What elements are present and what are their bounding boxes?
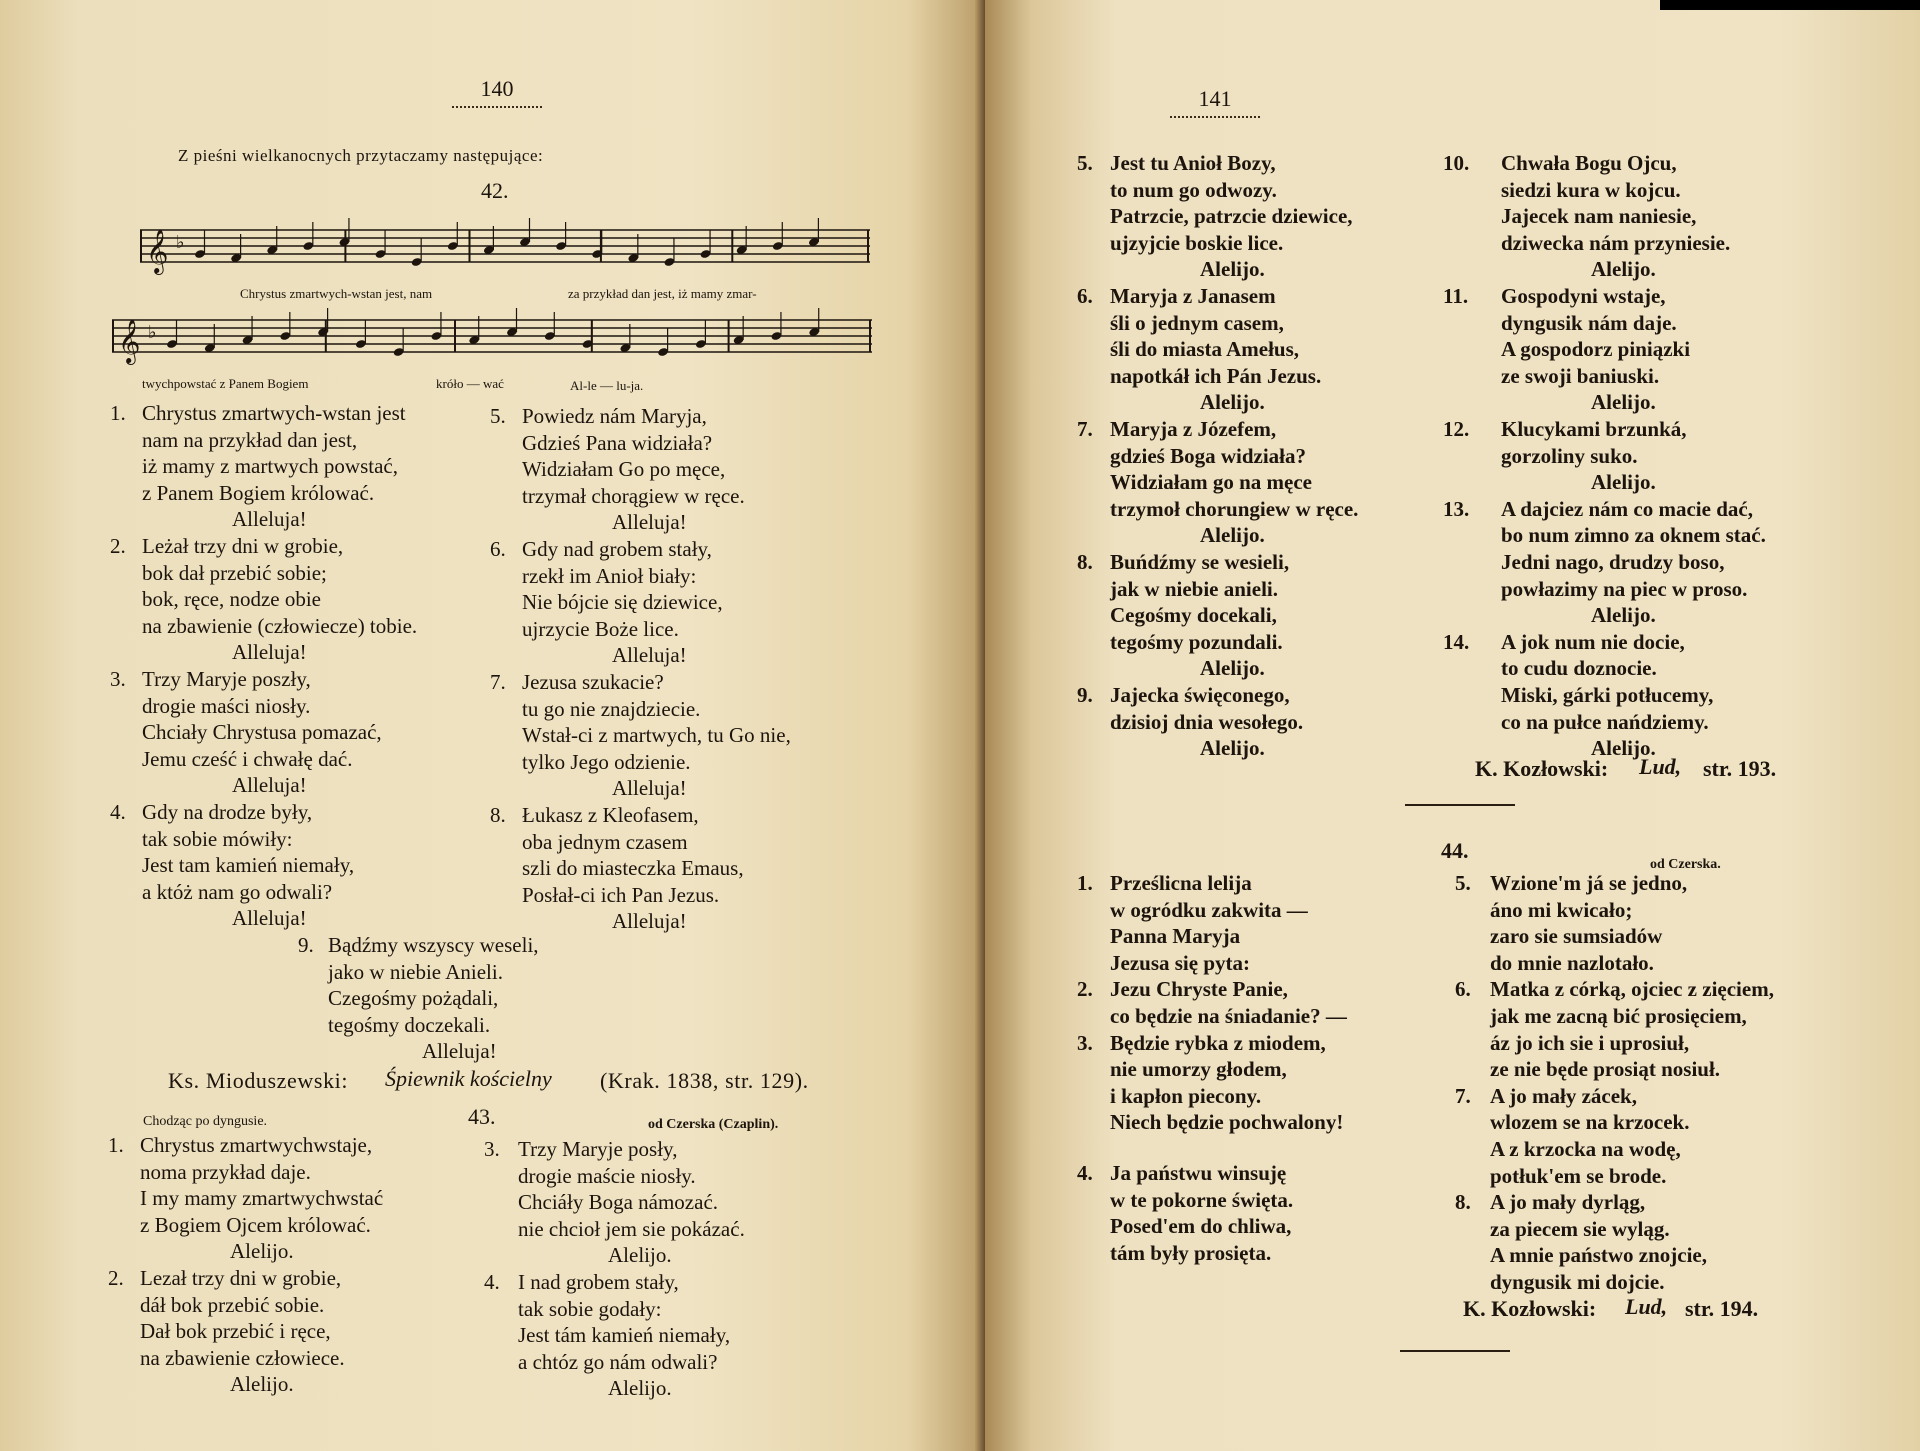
page-number: 141 bbox=[1155, 86, 1275, 118]
verse-number: 1. bbox=[108, 1133, 124, 1157]
verse-line: bo num zimno za oknem stać. bbox=[1501, 523, 1766, 548]
verse-line: ujrzycie Boże lice. bbox=[522, 616, 679, 641]
verse-line: Trzy Maryje poszły, bbox=[142, 667, 311, 691]
verse-line: rzekł im Anioł biały: bbox=[522, 563, 697, 588]
verse-line: a chtóz go nám odwali? bbox=[518, 1349, 718, 1374]
verse-line: Powiedz nám Maryja, bbox=[522, 404, 707, 428]
verse-line: potłuk'em se brode. bbox=[1490, 1163, 1667, 1188]
refrain-line: Alelijo. bbox=[1200, 656, 1265, 681]
verse-line: za piecem sie wyląg. bbox=[1490, 1216, 1670, 1241]
verse-number: 3. bbox=[484, 1137, 500, 1161]
verse-line: I nad grobem stały, bbox=[518, 1270, 679, 1294]
verse-line: Chciáły Boga námozać. bbox=[518, 1190, 719, 1215]
verse-line: iż mamy z martwych powstać, bbox=[142, 454, 398, 479]
song-note: od Czerska. bbox=[1650, 857, 1721, 872]
verse-number: 7. bbox=[1077, 417, 1093, 441]
verse-number: 1. bbox=[110, 401, 126, 425]
verse-line: Jest tám kamień niemały, bbox=[518, 1323, 731, 1348]
verse-line: w te pokorne święta. bbox=[1110, 1187, 1294, 1212]
verse-number: 7. bbox=[1455, 1083, 1471, 1108]
verse-line: powłazimy na piec w proso. bbox=[1501, 576, 1748, 601]
verse-line: jak me zacną bić prosięciem, bbox=[1490, 1004, 1747, 1028]
verse-line: dyngusik nám daje. bbox=[1501, 310, 1677, 335]
verse-line: gdzieś Boga widziała? bbox=[1110, 443, 1307, 468]
page-number-rule bbox=[452, 104, 542, 108]
verse-line: nie umorzy głodem, bbox=[1110, 1057, 1287, 1082]
verse-line: Buńdźmy se wesieli, bbox=[1110, 550, 1290, 574]
verse-line: A jok num nie docie, bbox=[1501, 629, 1685, 654]
verse-line: na zbawienie (człowiecze) tobie. bbox=[142, 613, 418, 638]
source-author: K. Kozłowski: bbox=[1475, 756, 1609, 781]
verse-line: gorzoliny suko. bbox=[1501, 443, 1638, 468]
verse-number: 12. bbox=[1443, 417, 1470, 441]
refrain-line: Alelijo. bbox=[230, 1372, 294, 1397]
verse-number: 1. bbox=[1077, 871, 1093, 895]
verse-line: na zbawienie człowiece. bbox=[140, 1345, 345, 1370]
source-title: Lud, bbox=[1625, 1294, 1668, 1319]
verse-line: trzymoł chorungiew w ręce. bbox=[1110, 496, 1359, 521]
verse-number: 3. bbox=[110, 667, 126, 691]
verse-line: Jest tam kamień niemały, bbox=[142, 853, 355, 878]
verse-line: trzymał chorągiew w ręce. bbox=[522, 483, 745, 508]
verse-line: tu go nie znajdziecie. bbox=[522, 696, 701, 721]
verse-line: co będzie na śniadanie? — bbox=[1110, 1004, 1347, 1028]
verse-line: drogie maście niosły. bbox=[518, 1163, 696, 1188]
verse-line: A gospodorz piniązki bbox=[1501, 337, 1691, 362]
verse-line: A z krzocka na wodę, bbox=[1490, 1137, 1681, 1161]
verse-line: Jajecek nam naniesie, bbox=[1501, 204, 1697, 229]
verse-number: 2. bbox=[110, 534, 126, 558]
verse-line: a któż nam go odwali? bbox=[142, 879, 333, 904]
verse-number: 6. bbox=[1455, 977, 1471, 1002]
verse-line: śli do miasta Amełus, bbox=[1110, 337, 1300, 362]
svg-text:𝄞: 𝄞 bbox=[146, 229, 169, 273]
verse-line: w ogródku zakwita — bbox=[1110, 897, 1308, 922]
staff-lyrics: za przykład dan jest, iż mamy zmar- bbox=[568, 286, 757, 301]
verse-line: A jo mały zácek, bbox=[1490, 1083, 1637, 1108]
music-staff-1 bbox=[140, 216, 870, 286]
verse-line: siedzi kura w kojcu. bbox=[1501, 177, 1681, 202]
music-staff-2 bbox=[112, 306, 872, 376]
verse-line: Leżał trzy dni w grobie, bbox=[142, 534, 344, 558]
verse-line: Jest tu Anioł Bozy, bbox=[1110, 151, 1276, 175]
refrain-line: Alleluja! bbox=[232, 507, 307, 532]
refrain-line: Alleluja! bbox=[612, 643, 687, 668]
verse-line: dziwecka nám przyniesie. bbox=[1501, 230, 1731, 255]
refrain-line: Alleluja! bbox=[612, 776, 687, 801]
verse-line: áno mi kwicało; bbox=[1490, 897, 1633, 922]
verse-line: Maryja z Józefem, bbox=[1110, 417, 1277, 441]
verse-line: Gospodyni wstaje, bbox=[1501, 284, 1666, 308]
source-author: K. Kozłowski: bbox=[1463, 1296, 1597, 1321]
separator-rule bbox=[1400, 1350, 1510, 1352]
verse-line: to num go odwozy. bbox=[1110, 177, 1277, 202]
verse-line: Posed'em do chliwa, bbox=[1110, 1214, 1292, 1239]
verse-line: z Bogiem Ojcem królować. bbox=[140, 1212, 371, 1237]
verse-number: 2. bbox=[1077, 977, 1093, 1002]
verse-line: Jajecka święconego, bbox=[1110, 683, 1290, 707]
verse-line: Chrystus zmartwych-wstan jest bbox=[142, 401, 406, 425]
refrain-line: Alelijo. bbox=[1591, 470, 1656, 495]
verse-line: szli do miasteczka Emaus, bbox=[522, 856, 744, 881]
svg-text:♭: ♭ bbox=[148, 322, 157, 342]
verse-line: ze swoji baniuski. bbox=[1501, 363, 1660, 388]
verse-number: 4. bbox=[110, 800, 126, 824]
verse-line: Ja państwu winsuję bbox=[1110, 1160, 1287, 1185]
verse-line: Gdzieś Pana widziała? bbox=[522, 430, 713, 455]
svg-text:♭: ♭ bbox=[176, 232, 185, 252]
verse-number: 4. bbox=[484, 1270, 500, 1294]
song-note: od Czerska (Czaplin). bbox=[648, 1117, 779, 1132]
verse-line: I my mamy zmartwychwstać bbox=[140, 1186, 384, 1211]
song-note: Chodząc po dyngusie. bbox=[143, 1114, 268, 1129]
verse-line: Jedni nago, drudzy boso, bbox=[1501, 550, 1725, 574]
verse-line: i kapłon piecony. bbox=[1110, 1083, 1262, 1108]
refrain-line: Alleluja! bbox=[612, 909, 687, 934]
verse-number: 14. bbox=[1443, 629, 1470, 654]
verse-line: áz jo ich sie i uprosiuł, bbox=[1490, 1030, 1690, 1055]
source-title: Śpiewnik kościelny bbox=[385, 1066, 552, 1091]
verse-line: Lezał trzy dni w grobie, bbox=[140, 1266, 342, 1290]
verse-line: Jezusa szukacie? bbox=[522, 670, 664, 694]
verse-line: Łukasz z Kleofasem, bbox=[522, 803, 699, 827]
verse-line: zaro sie sumsiadów bbox=[1490, 924, 1663, 949]
verse-line: wlozem se na krzocek. bbox=[1490, 1110, 1690, 1135]
verse-line: ujzyjcie boskie lice. bbox=[1110, 230, 1284, 255]
verse-number: 13. bbox=[1443, 496, 1470, 521]
verse-number: 9. bbox=[298, 933, 314, 957]
verse-number: 5. bbox=[490, 404, 506, 428]
verse-line: ze nie będe prosiąt nosiuł. bbox=[1490, 1057, 1721, 1082]
verse-line: Jemu cześć i chwałę dać. bbox=[142, 746, 353, 771]
verse-line: noma przykład daje. bbox=[140, 1159, 311, 1184]
verse-number: 6. bbox=[1077, 284, 1093, 308]
staff-lyrics: Chrystus zmartwych-wstan jest, nam bbox=[240, 286, 433, 301]
verse-line: bok dał przebić sobie; bbox=[142, 560, 327, 585]
verse-line: z Panem Bogiem królować. bbox=[142, 480, 375, 505]
page-number-rule bbox=[1170, 114, 1260, 118]
verse-line: tegośmy doczekali. bbox=[328, 1012, 491, 1037]
verse-number: 8. bbox=[1077, 550, 1093, 574]
verse-line: Klucykami brzunká, bbox=[1501, 417, 1687, 441]
verse-line: tegośmy pozundali. bbox=[1110, 629, 1283, 654]
verse-line: Chwała Bogu Ojcu, bbox=[1501, 151, 1677, 175]
verse-line: A dajciez nám co macie dać, bbox=[1501, 496, 1753, 521]
verse-line: Widziałam go na męce bbox=[1110, 470, 1313, 495]
staff-lyrics: króło — wać bbox=[436, 376, 504, 391]
verse-line: do mnie nazlotało. bbox=[1490, 950, 1654, 975]
verse-number: 5. bbox=[1077, 151, 1093, 175]
intro-text: Z pieśni wielkanocnych przytaczamy następujące: bbox=[178, 146, 544, 165]
refrain-line: Alleluja! bbox=[422, 1039, 497, 1064]
refrain-line: Alelijo. bbox=[1200, 390, 1265, 415]
refrain-line: Alelijo. bbox=[1591, 736, 1656, 761]
verse-number: 7. bbox=[490, 670, 506, 694]
verse-line: Cegośmy docekali, bbox=[1110, 603, 1277, 628]
verse-line: Gdy nad grobem stały, bbox=[522, 537, 712, 561]
refrain-line: Alelijo. bbox=[1591, 390, 1656, 415]
staff-lyrics: Al-le — lu-ja. bbox=[570, 378, 644, 393]
verse-line: Prześlicna lelija bbox=[1110, 871, 1252, 895]
verse-line: Wzione'm já se jedno, bbox=[1490, 871, 1688, 895]
svg-text:𝄞: 𝄞 bbox=[118, 319, 141, 363]
verse-line: Niech będzie pochwalony! bbox=[1110, 1110, 1344, 1135]
verse-line: Czegośmy pożądali, bbox=[328, 986, 499, 1011]
verse-line: nam na przykład dan jest, bbox=[142, 427, 358, 452]
page-number: 140 bbox=[437, 76, 557, 108]
verse-number: 4. bbox=[1077, 1160, 1093, 1185]
verse-line: śli o jednym casem, bbox=[1110, 310, 1284, 335]
verse-line: napotkáł ich Pán Jezus. bbox=[1110, 363, 1322, 388]
refrain-line: Alelijo. bbox=[1200, 523, 1265, 548]
source-title: Lud, bbox=[1639, 754, 1682, 779]
source-ref: str. 193. bbox=[1703, 756, 1777, 781]
verse-line: Jezu Chryste Panie, bbox=[1110, 977, 1288, 1002]
verse-number: 11. bbox=[1443, 284, 1469, 308]
verse-line: Nie bójcie się dziewice, bbox=[522, 590, 723, 615]
verse-line: Maryja z Janasem bbox=[1110, 284, 1276, 308]
verse-number: 6. bbox=[490, 537, 506, 561]
verse-line: Wstał-ci z martwych, tu Go nie, bbox=[522, 723, 791, 748]
verse-number: 10. bbox=[1443, 151, 1470, 175]
verse-number: 2. bbox=[108, 1266, 124, 1290]
verse-line: Chciały Chrystusa pomazać, bbox=[142, 720, 382, 745]
verse-number: 8. bbox=[490, 803, 506, 827]
verse-line: drogie maści niosły. bbox=[142, 693, 311, 718]
verse-line: Dał bok przebić i ręce, bbox=[140, 1319, 331, 1344]
song-number: 44. bbox=[1441, 838, 1469, 863]
right-page bbox=[985, 0, 1920, 1451]
verse-line: tak sobie godały: bbox=[518, 1296, 662, 1321]
verse-number: 8. bbox=[1455, 1190, 1471, 1215]
verse-line: Bądźmy wszyscy weseli, bbox=[328, 933, 539, 957]
verse-line: tám były prosięta. bbox=[1110, 1240, 1272, 1265]
refrain-line: Alelijo. bbox=[608, 1243, 672, 1268]
refrain-line: Alelijo. bbox=[230, 1239, 294, 1264]
verse-number: 9. bbox=[1077, 683, 1093, 707]
verse-line: dzisioj dnia wesołego. bbox=[1110, 709, 1304, 734]
verse-line: Patrzcie, patrzcie dziewice, bbox=[1110, 204, 1353, 229]
verse-line: co na pułce nańdziemy. bbox=[1501, 709, 1709, 734]
verse-line: jak w niebie anieli. bbox=[1110, 576, 1279, 601]
verse-line: Panna Maryja bbox=[1110, 924, 1241, 949]
song-number: 43. bbox=[468, 1104, 496, 1129]
song-number: 42. bbox=[481, 178, 509, 203]
verse-line: Jezusa się pyta: bbox=[1110, 950, 1250, 975]
refrain-line: Alelijo. bbox=[1200, 736, 1265, 761]
refrain-line: Alleluja! bbox=[232, 640, 307, 665]
source-author: Ks. Mioduszewski: bbox=[168, 1068, 349, 1093]
verse-line: tak sobie mówiły: bbox=[142, 826, 293, 851]
verse-line: A mnie państwo znojcie, bbox=[1490, 1243, 1707, 1268]
refrain-line: Alleluja! bbox=[232, 906, 307, 931]
verse-number: 5. bbox=[1455, 871, 1471, 895]
verse-line: oba jednym czasem bbox=[522, 829, 688, 854]
verse-line: tylko Jego odzienie. bbox=[522, 749, 691, 774]
refrain-line: Alelijo. bbox=[608, 1376, 672, 1401]
verse-line: Miski, gárki potłucemy, bbox=[1501, 683, 1714, 707]
staff-lyrics: twychpowstać z Panem Bogiem bbox=[142, 376, 309, 391]
refrain-line: Alelijo. bbox=[1591, 603, 1656, 628]
refrain-line: Alleluja! bbox=[612, 510, 687, 535]
verse-line: Chrystus zmartwychwstaje, bbox=[140, 1133, 373, 1157]
dark-corner bbox=[1660, 0, 1920, 10]
verse-line: jako w niebie Anieli. bbox=[328, 959, 503, 984]
verse-line: Posłał-ci ich Pan Jezus. bbox=[522, 882, 720, 907]
verse-line: A jo mały dyrląg, bbox=[1490, 1190, 1646, 1215]
verse-line: bok, ręce, nodze obie bbox=[142, 587, 322, 612]
verse-line: dáł bok przebić sobie. bbox=[140, 1292, 325, 1317]
verse-line: to cudu doznocie. bbox=[1501, 656, 1657, 681]
refrain-line: Alelijo. bbox=[1200, 257, 1265, 282]
source-ref: (Krak. 1838, str. 129). bbox=[600, 1068, 809, 1093]
verse-line: Widziałam Go po męce, bbox=[522, 457, 726, 482]
verse-line: Gdy na drodze były, bbox=[142, 800, 313, 824]
verse-line: nie chcioł jem sie pokázać. bbox=[518, 1216, 745, 1241]
verse-number: 3. bbox=[1077, 1030, 1093, 1055]
separator-rule bbox=[1405, 804, 1515, 806]
source-ref: str. 194. bbox=[1685, 1296, 1759, 1321]
refrain-line: Alelijo. bbox=[1591, 257, 1656, 282]
verse-line: Trzy Maryje posły, bbox=[518, 1137, 678, 1161]
refrain-line: Alleluja! bbox=[232, 773, 307, 798]
verse-line: Matka z córką, ojciec z zięciem, bbox=[1490, 977, 1774, 1002]
verse-line: Będzie rybka z miodem, bbox=[1110, 1030, 1326, 1055]
verse-line: dyngusik mi dojcie. bbox=[1490, 1270, 1665, 1294]
